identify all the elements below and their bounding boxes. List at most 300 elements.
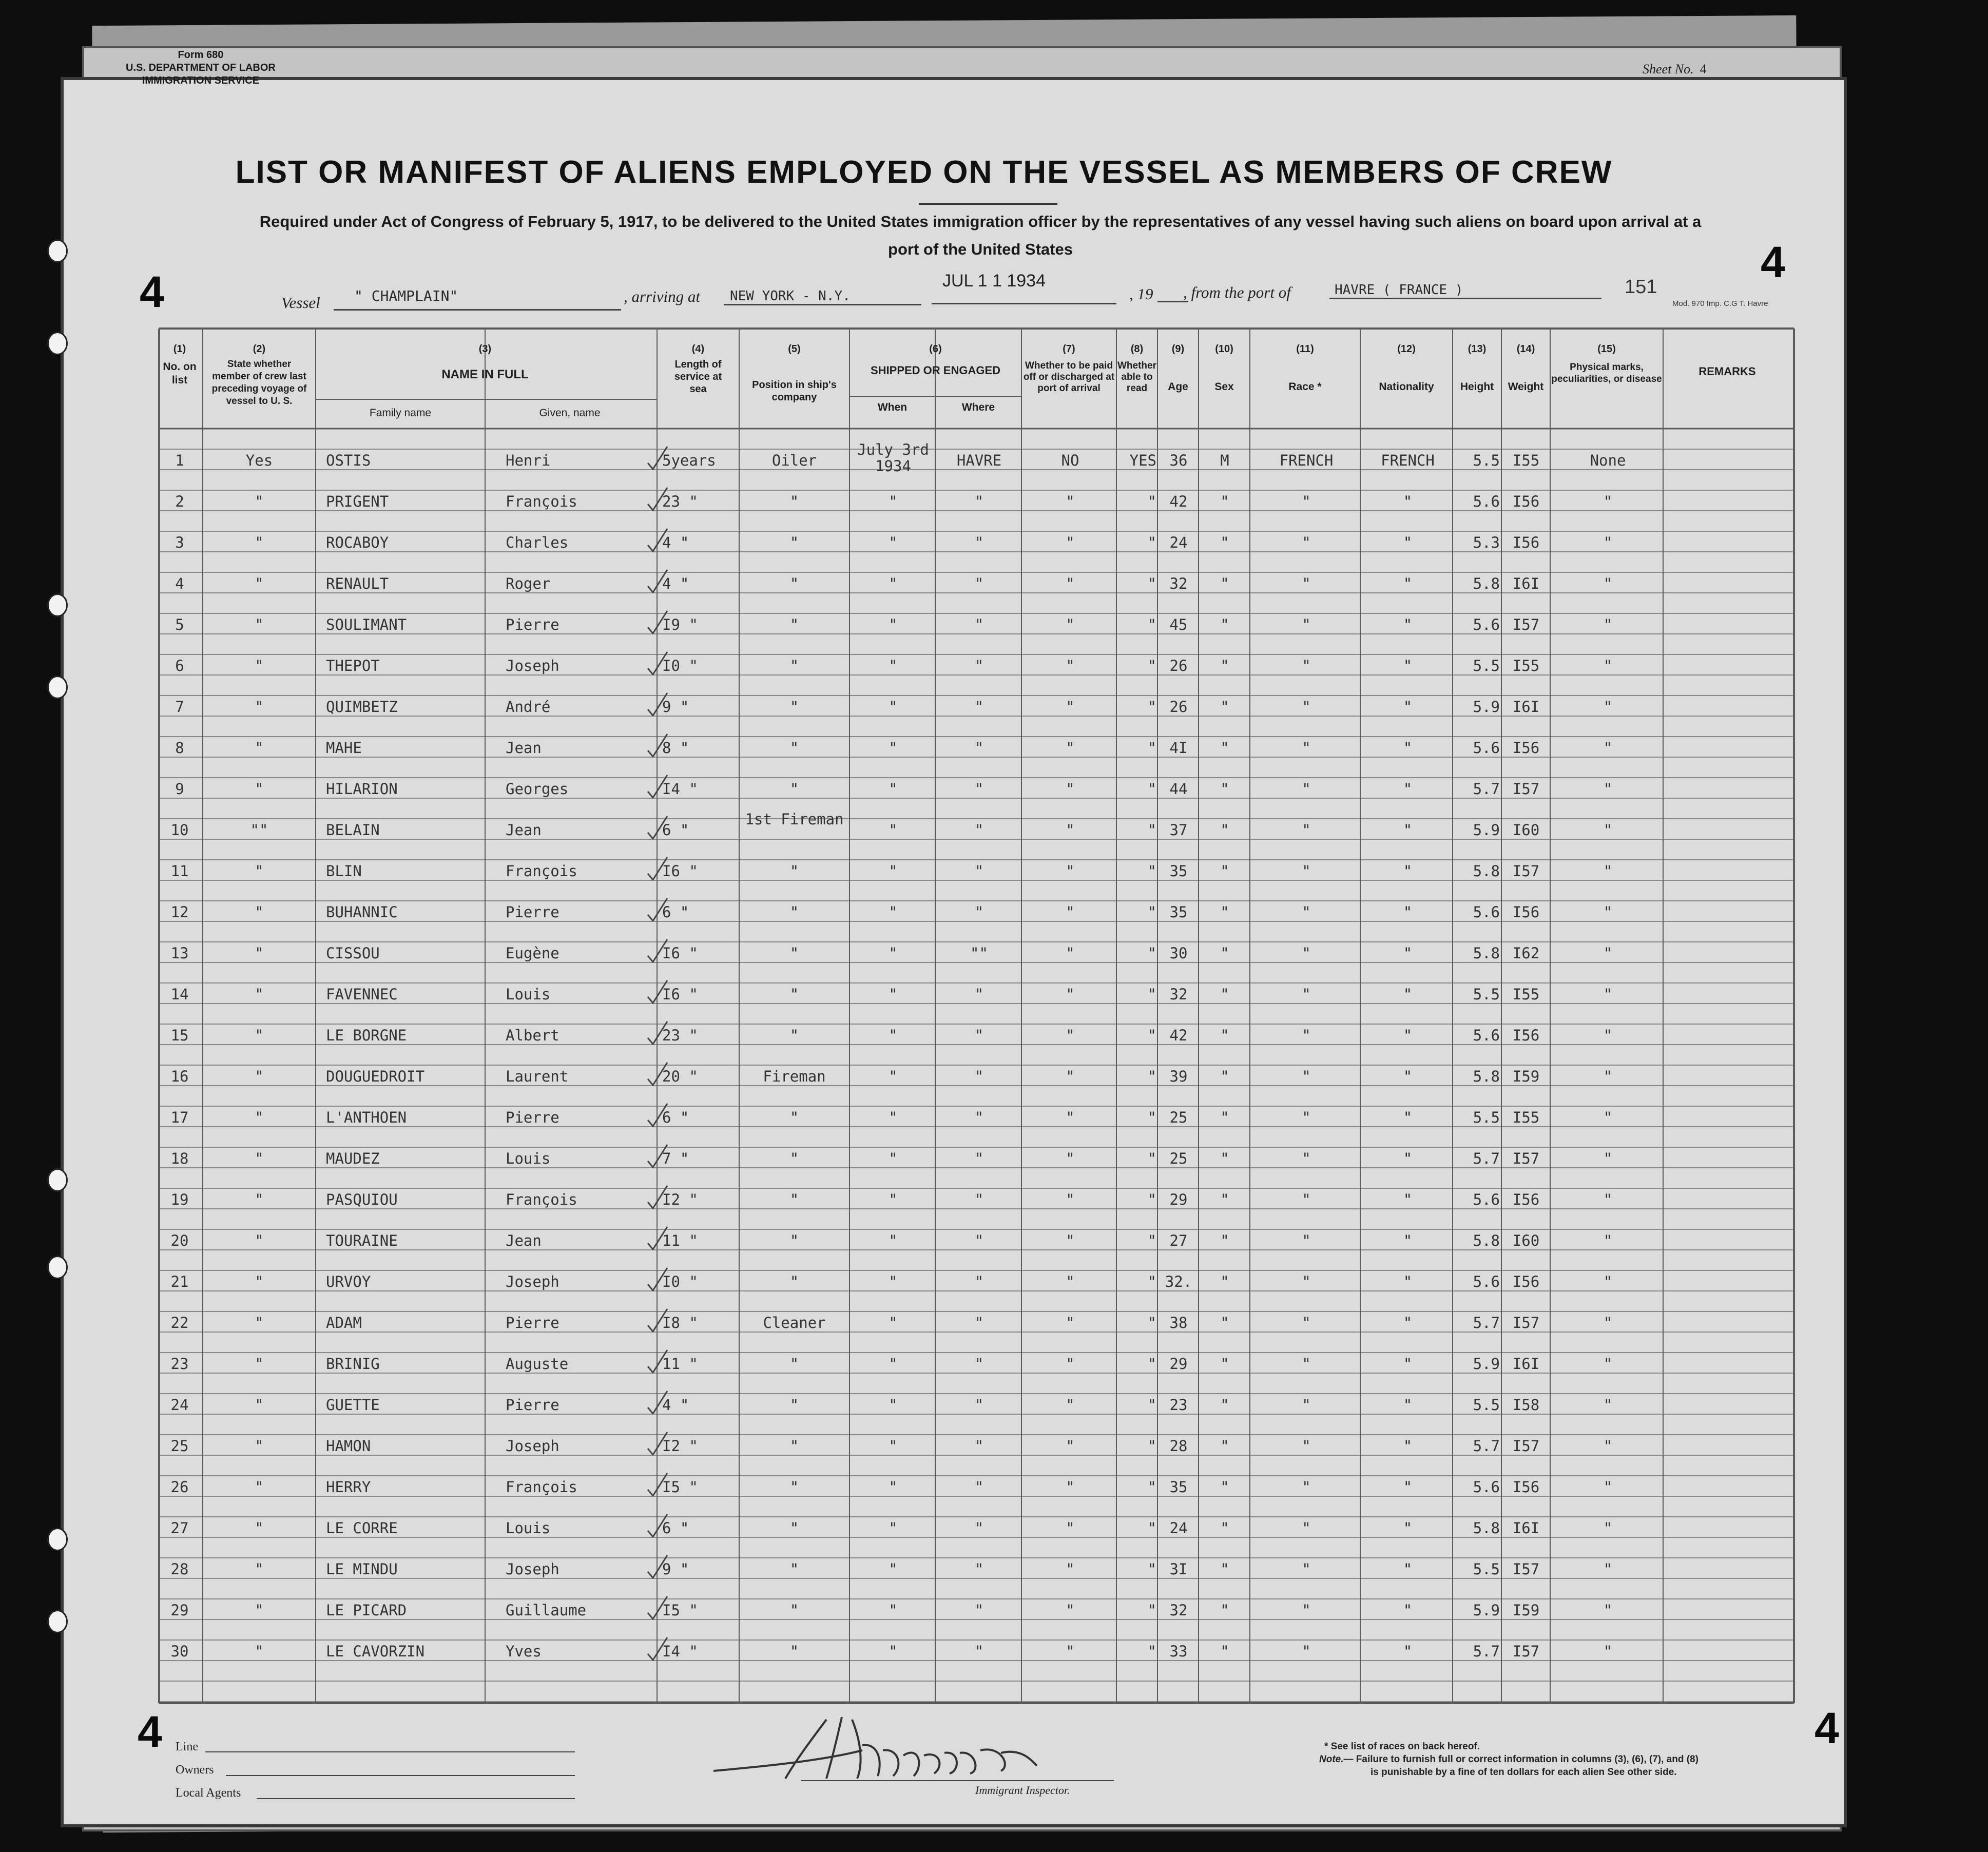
cell-marks: " [1603,944,1613,962]
line-label: Line [176,1740,198,1753]
cell-age: 35 [1169,903,1188,921]
cell-no: 28 [170,1560,189,1578]
cell-position: " [789,1232,799,1249]
cell-sex: " [1220,1068,1229,1085]
cell-race: " [1302,862,1311,880]
cell-when: " [889,862,898,880]
cell-paid: " [1066,1232,1075,1249]
page-title: LIST OR MANIFEST OF ALIENS EMPLOYED ON THE VESSEL AS MEMBERS OF CREW [235,155,1613,190]
cell-read: " [1147,1396,1156,1414]
cell-no: 16 [170,1068,189,1085]
cell-weight: I59 [1512,1602,1540,1619]
cell-paid: " [1066,534,1075,551]
cell-read: " [1147,1191,1156,1208]
cell-race: " [1302,1396,1311,1414]
cell-position: " [789,1027,799,1044]
cell-no: 15 [170,1027,189,1044]
header-col7-num: (7) [1063,343,1075,355]
cell-sex: " [1220,616,1229,633]
cell-family: BUHANNIC [326,903,398,921]
cell-service: I6 " [662,862,698,880]
cell-weight: I60 [1512,1232,1540,1249]
cell-paid: " [1066,1109,1075,1126]
cell-service: 6 " [662,821,689,839]
cell-race: " [1302,821,1311,839]
cell-marks: " [1603,493,1613,510]
cell-family: PRIGENT [326,493,389,510]
cell-height: 5.6 [1473,1191,1500,1208]
cell-sex: " [1220,1396,1229,1414]
cell-given: Henri [506,452,551,469]
cell-read: " [1147,986,1156,1003]
cell-race: " [1302,1191,1311,1208]
cell-nat: " [1403,1068,1413,1085]
cell-read: " [1147,1602,1156,1619]
cell-read: " [1147,862,1156,880]
cell-age: 29 [1169,1355,1188,1373]
header-col5-num: (5) [788,343,801,355]
cell-race: " [1302,739,1311,757]
cell-marks: " [1603,739,1613,757]
cell-paid: " [1066,493,1075,510]
cell-height: 5.5 [1473,657,1500,674]
cell-family: MAHE [326,739,362,757]
cell-paid: " [1066,821,1075,839]
cell-position: " [789,1109,799,1126]
cell-weight: I6I [1512,1355,1540,1373]
cell-service: 4 " [662,575,689,592]
vessel-label: Vessel [281,294,320,312]
cell-family: RENAULT [326,575,389,592]
cell-where: " [974,862,984,880]
cell-no: 20 [170,1232,189,1249]
cell-where: " [974,1437,984,1455]
cell-height: 5.5 [1473,1396,1500,1414]
cell-age: 24 [1169,534,1188,551]
department: U.S. DEPARTMENT OF LABOR [126,62,276,73]
cell-race: " [1302,1273,1311,1290]
cell-where: " [974,1314,984,1332]
cell-when: " [889,1150,898,1167]
cell-given: François [506,862,577,880]
cell-no: 25 [170,1437,189,1455]
cell-read: " [1147,1519,1156,1537]
line-underline [205,1751,575,1752]
cell-prev: " [255,862,264,880]
cell-read: " [1147,534,1156,551]
cell-read: YES [1129,452,1156,469]
sheet-number: 4 [1700,62,1707,76]
cell-position: " [789,616,799,633]
cell-where: " [974,1273,984,1290]
cell-marks: " [1603,1396,1613,1414]
cell-given: Louis [506,1150,551,1167]
header-col2-num: (2) [253,343,266,355]
page-marker-bottom-left: 4 [138,1707,162,1757]
cell-paid: " [1066,1068,1075,1085]
cell-family: GUETTE [326,1396,380,1414]
cell-prev: " [255,1602,264,1619]
cell-family: FAVENNEC [326,986,398,1003]
cell-sex: " [1220,780,1229,798]
cell-race: " [1302,1437,1311,1455]
cell-position: " [789,493,799,510]
cell-position: Cleaner [763,1314,826,1332]
cell-prev: " [255,1314,264,1332]
cell-family: PASQUIOU [326,1191,398,1208]
cell-service: 11 " [662,1232,698,1249]
cell-where: " [974,1602,984,1619]
cell-marks: " [1603,1355,1613,1373]
cell-weight: I56 [1512,534,1540,551]
cell-nat: " [1403,1478,1413,1496]
cell-when: " [889,739,898,757]
cell-race: " [1302,986,1311,1003]
cell-nat: " [1403,1232,1413,1249]
cell-read: " [1147,1232,1156,1249]
header-remarks: REMARKS [1699,365,1756,378]
cell-weight: I57 [1512,1150,1540,1167]
cell-prev: "" [250,821,268,839]
cell-paid: NO [1061,452,1079,469]
cell-service: I4 " [662,1643,698,1660]
header-col10-num: (10) [1215,343,1233,355]
cell-given: Jean [506,739,542,757]
cell-prev: " [255,1355,264,1373]
cell-no: 23 [170,1355,189,1373]
header-col5-label: Position in ship's company [752,379,837,403]
cell-where: " [974,1519,984,1537]
header-col13-label: Height [1460,381,1494,393]
cell-service: 23 " [662,493,698,510]
cell-sex: " [1220,862,1229,880]
cell-where: " [974,986,984,1003]
year-label: , 19 [1129,285,1153,303]
header-col9-num: (9) [1171,343,1185,355]
cell-prev: " [255,739,264,757]
cell-weight: I59 [1512,1068,1540,1085]
cell-race: " [1302,780,1311,798]
cell-paid: " [1066,903,1075,921]
cell-position: " [789,1478,799,1496]
inspector-signature [708,1709,1129,1791]
cell-sex: " [1220,657,1229,674]
cell-sex: " [1220,1273,1229,1290]
cell-read: " [1147,821,1156,839]
cell-read: " [1147,575,1156,592]
local-agents-label: Local Agents [176,1786,241,1800]
cell-height: 5.9 [1473,698,1500,716]
cell-position: " [789,575,799,592]
cell-family: QUIMBETZ [326,698,398,716]
cell-sex: " [1220,575,1229,592]
cell-sex: " [1220,944,1229,962]
cell-prev: " [255,1150,264,1167]
header-col9-label: Age [1168,381,1188,393]
cell-nat: " [1403,821,1413,839]
cell-given: Joseph [506,1273,559,1290]
cell-where: " [974,1478,984,1496]
cell-age: 32 [1169,1602,1188,1619]
cell-weight: I56 [1512,1478,1540,1496]
cell-read: " [1147,1560,1156,1578]
cell-sex: " [1220,1150,1229,1167]
cell-position: " [789,739,799,757]
cell-weight: I57 [1512,1314,1540,1332]
cell-age: 25 [1169,1109,1188,1126]
cell-nat: " [1403,1314,1413,1332]
header-col2-label: State whether member of crew last preceding voyage of vessel to U. S. [211,359,307,407]
cell-given: Louis [506,1519,551,1537]
cell-age: 45 [1169,616,1188,633]
cell-given: Pierre [506,616,559,633]
date-stamp: JUL 1 1 1934 [942,271,1046,291]
cell-paid: " [1066,1273,1075,1290]
cell-where: " [974,821,984,839]
owners-underline [226,1775,575,1776]
cell-service: I5 " [662,1478,698,1496]
cell-race: FRENCH [1279,452,1334,469]
cell-service: 9 " [662,698,689,716]
cell-no: 22 [170,1314,189,1332]
cell-given: Laurent [506,1068,569,1085]
header-col5 [739,343,850,403]
cell-paid: " [1066,1396,1075,1414]
cell-sex: " [1220,493,1229,510]
header-col14-label: Weight [1508,381,1544,393]
cell-weight: I55 [1512,986,1540,1003]
cell-family: LE BORGNE [326,1027,407,1044]
cell-when: " [889,903,898,921]
cell-given: Pierre [506,903,559,921]
cell-marks: " [1603,986,1613,1003]
cell-family: CISSOU [326,944,380,962]
cell-given: François [506,1478,577,1496]
cell-given: André [506,698,551,716]
cell-when: " [889,780,898,798]
cell-age: 37 [1169,821,1188,839]
cell-family: LE CAVORZIN [326,1643,425,1660]
cell-given: Louis [506,986,551,1003]
cell-given: Yves [506,1643,542,1660]
cell-position: " [789,1602,799,1619]
inspector-underline [801,1780,1114,1781]
cell-height: 5.8 [1473,862,1500,880]
subtitle-line-1: Required under Act of Congress of February 5, 1917, to be delivered to the United States immigration officer by the representatives of any vessel having such aliens on board upon arrival at a [259,213,1702,230]
header-col4-num: (4) [691,343,705,355]
cell-nat: " [1403,575,1413,592]
cell-race: " [1302,1643,1311,1660]
cell-read: " [1147,1437,1156,1455]
cell-no: 30 [170,1643,189,1660]
header-col14-num: (14) [1516,343,1535,355]
cell-height: 5.5 [1473,1109,1500,1126]
cell-nat: " [1403,1027,1413,1044]
cell-height: 5.9 [1473,1355,1500,1373]
header-col15-num: (15) [1597,343,1616,355]
cell-service: 6 " [662,903,689,921]
cell-weight: I56 [1512,739,1540,757]
cell-race: " [1302,1602,1311,1619]
header-col15-label: Physical marks, peculiarities, or disease [1551,362,1662,384]
cell-weight: I57 [1512,616,1540,633]
cell-weight: I57 [1512,862,1540,880]
cell-given: Joseph [506,657,559,674]
cell-no: 27 [170,1519,189,1537]
cell-sex: " [1220,986,1229,1003]
cell-family: MAUDEZ [326,1150,380,1167]
cell-given: Charles [506,534,569,551]
cell-age: 29 [1169,1191,1188,1208]
cell-marks: " [1603,862,1613,880]
cell-age: 33 [1169,1643,1188,1660]
cell-race: " [1302,944,1311,962]
arriving-label: , arriving at [624,287,700,305]
cell-paid: " [1066,657,1075,674]
cell-where: " [974,780,984,798]
cell-service: I6 " [662,944,698,962]
header-col14 [1501,343,1550,393]
cell-position: " [789,698,799,716]
cell-weight: I6I [1512,698,1540,716]
cell-age: 42 [1169,1027,1188,1044]
cell-when: " [889,1068,898,1085]
cell-marks: " [1603,1273,1613,1290]
cell-when: " [889,657,898,674]
inspector-label: Immigrant Inspector. [975,1784,1070,1797]
cell-sex: " [1220,1232,1229,1249]
cell-family: ADAM [326,1314,362,1332]
cell-service: I2 " [662,1437,698,1455]
cell-weight: I56 [1512,903,1540,921]
cell-read: " [1147,1478,1156,1496]
cell-family: ROCABOY [326,534,389,551]
cell-marks: " [1603,1560,1613,1578]
cell-prev: " [255,1191,264,1208]
cell-marks: " [1603,616,1613,633]
cell-height: 5.7 [1473,780,1500,798]
cell-where: " [974,1355,984,1373]
cell-race: " [1302,1232,1311,1249]
cell-weight: I6I [1512,575,1540,592]
cell-weight: I57 [1512,1437,1540,1455]
cell-paid: " [1066,1643,1075,1660]
cell-read: " [1147,1355,1156,1373]
cell-read: " [1147,1150,1156,1167]
cell-nat: " [1403,657,1413,674]
cell-when: " [889,986,898,1003]
cell-no: 9 [175,780,184,798]
cell-age: 3I [1169,1560,1188,1578]
cell-age: 44 [1169,780,1188,798]
cell-weight: I57 [1512,780,1540,798]
cell-given: Jean [506,821,542,839]
cell-height: 5.3 [1473,534,1500,551]
header-where: Where [961,401,995,413]
cell-no: 5 [175,616,184,633]
cell-where: HAVRE [956,452,1002,469]
cell-marks: " [1603,780,1613,798]
cell-no: 8 [175,739,184,757]
cell-height: 5.8 [1473,1519,1500,1537]
cell-position: Oiler [771,452,817,469]
cell-age: 27 [1169,1232,1188,1249]
cell-read: " [1147,1109,1156,1126]
cell-given: Eugène [506,944,559,962]
cell-height: 5.9 [1473,821,1500,839]
cell-where: " [974,1027,984,1044]
cell-service: 5years [662,452,716,469]
cell-paid: " [1066,780,1075,798]
cell-given: Pierre [506,1314,559,1332]
cell-no: 13 [170,944,189,962]
cell-race: " [1302,1068,1311,1085]
cell-read: " [1147,616,1156,633]
cell-position: " [789,986,799,1003]
cell-when: July 3rd 1934 [857,441,929,475]
cell-sex: " [1220,698,1229,716]
cell-service: 20 " [662,1068,698,1085]
cell-weight: I62 [1512,944,1540,962]
cell-race: " [1302,1150,1311,1167]
cell-weight: I56 [1512,493,1540,510]
cell-prev: " [255,1478,264,1496]
cell-paid: " [1066,1314,1075,1332]
cell-marks: " [1603,1437,1613,1455]
cell-race: " [1302,493,1311,510]
cell-sex: " [1220,903,1229,921]
header-col3-label: NAME IN FULL [441,368,529,381]
header-col4 [657,343,739,395]
cell-service: 4 " [662,534,689,551]
cell-prev: " [255,1519,264,1537]
header-col7-label: Whether to be paid off or discharged at port of arrival [1023,360,1115,394]
form-number: Form 680 [178,49,224,61]
cell-no: 17 [170,1109,189,1126]
cell-race: " [1302,1519,1311,1537]
cell-height: 5.7 [1473,1314,1500,1332]
cell-family: SOULIMANT [326,616,407,633]
cell-height: 5.6 [1473,903,1500,921]
cell-age: 24 [1169,1519,1188,1537]
cell-where: " [974,739,984,757]
cell-nat: " [1403,698,1413,716]
cell-position: " [789,1560,799,1578]
cell-race: " [1302,1478,1311,1496]
cell-nat: " [1403,493,1413,510]
cell-nat: " [1403,903,1413,921]
cell-service: 23 " [662,1027,698,1044]
cell-prev: " [255,534,264,551]
cell-when: " [889,1273,898,1290]
cell-position: 1st Fireman [745,811,844,828]
cell-service: I2 " [662,1191,698,1208]
from-label: , from the port of [1183,283,1291,301]
cell-prev: " [255,1027,264,1044]
cell-prev: " [255,903,264,921]
cell-where: " [974,1191,984,1208]
header-col3 [316,343,654,381]
cell-prev: " [255,1068,264,1085]
cell-age: 35 [1169,862,1188,880]
vessel-name: " CHAMPLAIN" [354,287,458,304]
cell-height: 5.6 [1473,616,1500,633]
cell-where: " [974,1643,984,1660]
footer-note [1319,1740,1699,1779]
cell-family: URVOY [326,1273,371,1290]
cell-paid: " [1066,1602,1075,1619]
cell-position: " [789,1273,799,1290]
